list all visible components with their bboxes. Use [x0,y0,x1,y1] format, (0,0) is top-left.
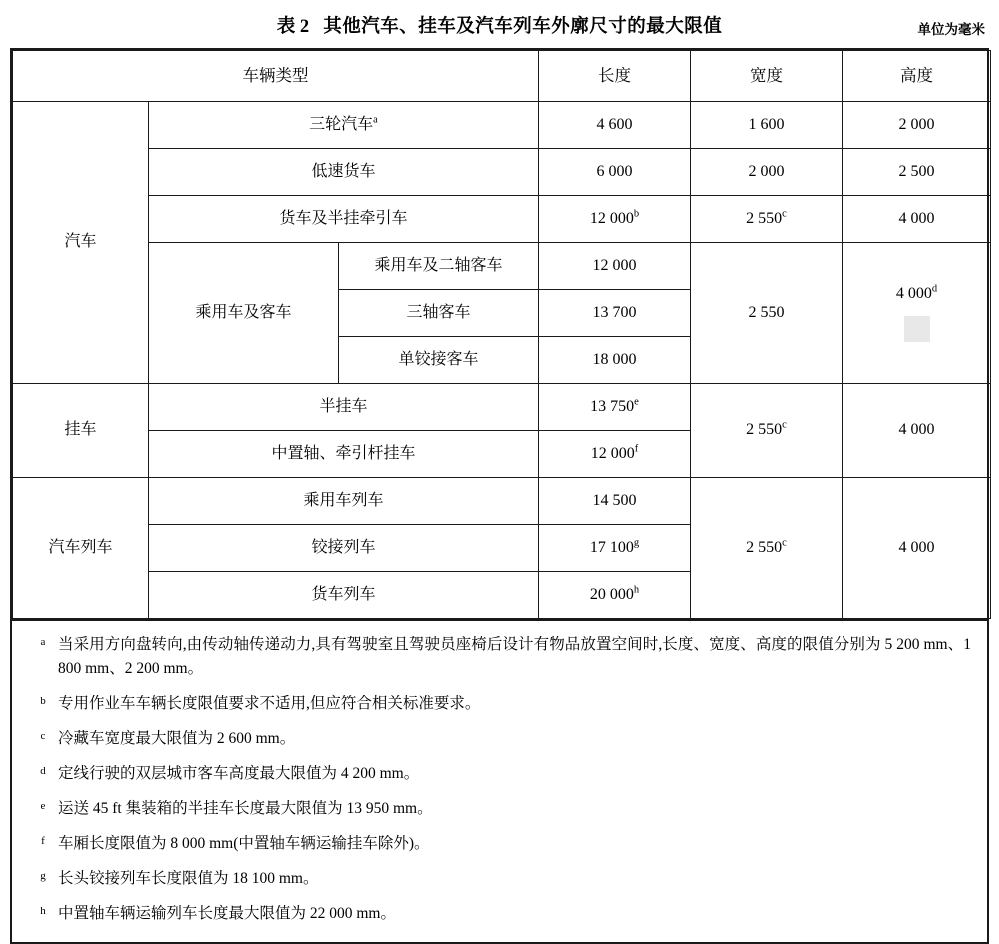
header-length: 长度 [539,51,691,102]
subtype-label: 低速货车 [149,149,539,196]
table-row [13,384,991,431]
footnote-mark: h [40,905,46,918]
value-length: 12 000 [539,243,691,290]
footnote-text: 定线行驶的双层城市客车高度最大限值为 4 200 mm。 [58,765,420,783]
subtype-label: 三轮汽车$^a$ [149,102,539,149]
subgroup-label-passenger: 乘用车及客车 [149,243,339,384]
value-height: 4 000 [843,196,991,243]
footnote-mark: g [40,870,46,883]
footnote-item [28,797,971,821]
value-length: 6 000 [539,149,691,196]
header-width: 宽度 [691,51,843,102]
value-length: 12 000$^f$ [539,431,691,478]
footnote-mark: a [40,636,46,648]
header-height: 高度 [843,51,991,102]
value-width: 2 550$^c$ [691,478,843,619]
subtype-label: 中置轴、牵引杆挂车 [149,431,539,478]
footnote-mark: e [40,800,46,813]
footnote-text: 运送 45 ft 集装箱的半挂车长度最大限值为 13 950 mm。 [58,800,433,818]
footnote-text: 当采用方向盘转向,由传动轴传递动力,具有驾驶室且驾驶员座椅后设计有物品放置空间时,长度、宽度、高度的限值分别为 5 200 mm、1 800 mm、2 200 mm。 [58,636,971,678]
dimension-limits-table [10,48,989,621]
footnote-text: 冷藏车宽度最大限值为 2 600 mm。 [58,730,296,748]
value-height: 4 000 [843,478,991,619]
subtype-label: 乘用车列车 [149,478,539,525]
value-width: 2 550 [691,243,843,384]
footnote-mark: b [40,695,46,708]
footnote-ref: b [633,208,640,220]
group-label-trailer: 挂车 [13,384,149,478]
table-number: 表 2 [276,17,310,37]
footnote-ref: d [931,283,938,295]
footnote-ref: c [782,419,787,431]
value-height: 2 500 [843,149,991,196]
footnotes-section [10,621,989,944]
value-width: 1 600 [691,102,843,149]
footnote-mark: d [40,765,46,778]
value-length: 13 750e [539,384,691,431]
table-row [13,196,991,243]
footnote-item [28,902,971,926]
footnote-ref: c [782,537,787,549]
value-width: 2 000 [691,149,843,196]
group-label-road-train: 汽车列车 [13,478,149,619]
footnote-text: 中置轴车辆运输列车长度最大限值为 22 000 mm。 [58,905,396,923]
table-row [13,243,991,290]
footnote-item [28,692,971,716]
table-row [13,102,991,149]
footnote-ref: c [782,208,787,220]
table-title-row [0,0,999,48]
footnote-text: 长头铰接列车长度限值为 18 100 mm。 [58,870,319,888]
footnote-text: 专用作业车车辆长度限值要求不适用,但应符合相关标准要求。 [58,695,481,713]
footnote-ref: e [634,396,639,408]
subtype-label: 乘用车及二轴客车 [339,243,539,290]
footnote-ref: a [373,114,378,126]
value-width: 2 550$^c$ [691,196,843,243]
value-length: 20 000$^h$ [539,572,691,619]
redaction-box [904,316,930,342]
value-height: 4 000 [843,384,991,478]
subtype-label: 三轴客车 [339,290,539,337]
value-length: 14 500 [539,478,691,525]
unit-note: 单位为毫米 [917,22,985,37]
subtype-label: 货车列车 [149,572,539,619]
table-row [13,478,991,525]
table-row [13,149,991,196]
group-label-automobile: 汽车 [13,102,149,384]
footnote-item [28,727,971,751]
footnote-item [28,832,971,856]
value-length: 4 600 [539,102,691,149]
footnote-text: 车厢长度限值为 8 000 mm(中置轴车辆运输挂车除外)。 [58,835,430,853]
footnote-ref: g [633,537,640,549]
footnote-item [28,762,971,786]
header-vehicle-type: 车辆类型 [13,51,539,102]
footnote-ref: f [634,443,639,455]
value-length: 13 700 [539,290,691,337]
subtype-label: 半挂车 [149,384,539,431]
value-length: 17 100$^g$ [539,525,691,572]
footnote-mark: f [41,835,45,848]
value-height: 2 000 [843,102,991,149]
subtype-label: 铰接列车 [149,525,539,572]
value-height: 4 000$^d$ [843,243,991,384]
page-title: 其他汽车、挂车及汽车列车外廓尺寸的最大限值 [323,17,723,37]
subtype-label: 单铰接客车 [339,337,539,384]
value-length: 18 000 [539,337,691,384]
value-length: 12 000$^b$ [539,196,691,243]
footnote-mark: c [40,730,46,743]
value-width: 2 550$^c$ [691,384,843,478]
footnote-item [28,867,971,891]
footnote-ref: h [633,584,640,596]
footnote-item [28,633,971,681]
subtype-label: 货车及半挂牵引车 [149,196,539,243]
table-header-row [13,51,991,102]
